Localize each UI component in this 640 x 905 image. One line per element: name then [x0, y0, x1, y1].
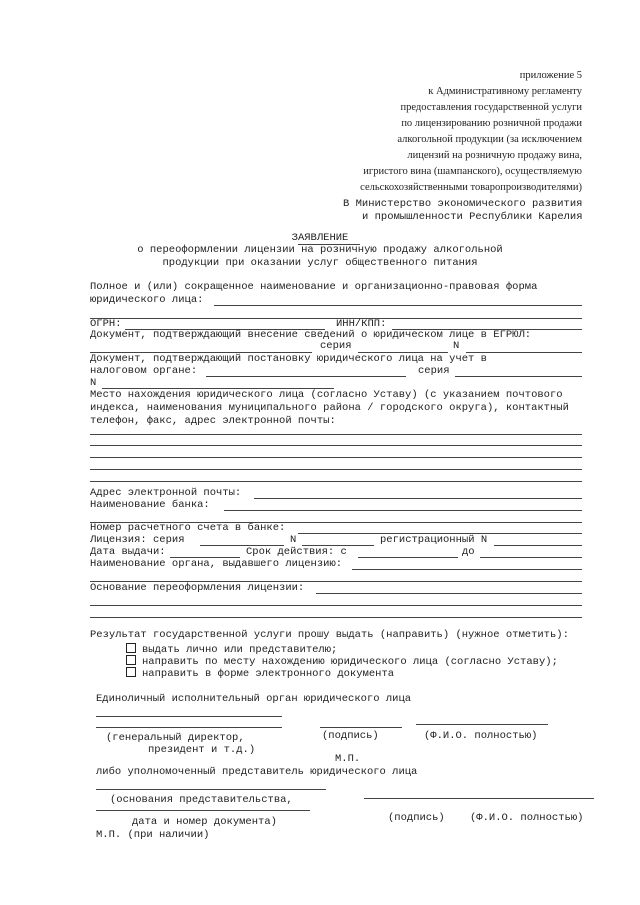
reason-input-line[interactable]	[90, 605, 582, 606]
rep-signature-caption: (подпись)	[388, 812, 445, 824]
document-heading: ЗАЯВЛЕНИЕ	[291, 232, 349, 244]
issuer-input-line[interactable]	[352, 569, 582, 570]
stamp-label: М.П.	[335, 753, 361, 765]
addressee-line-1: В Министерство экономического развития	[343, 198, 583, 210]
email-label: Адрес электронной почты:	[90, 487, 242, 499]
director-caption-2: президент и т.д.)	[148, 744, 256, 756]
appendix-line: алкогольной продукции (за исключением	[397, 134, 582, 145]
appendix-line: сельскохозяйственными товаропроизводителями)	[360, 182, 582, 193]
stamp-optional-label: М.П. (при наличии)	[96, 829, 210, 841]
basis-caption-1: (основания представительства,	[110, 794, 293, 806]
location-input-line[interactable]	[90, 434, 582, 435]
location-input-line[interactable]	[90, 445, 582, 446]
reason-label: Основание переоформления лицензии:	[90, 582, 305, 594]
tax-doc-input-line[interactable]	[206, 376, 406, 377]
option-electronic[interactable]	[126, 667, 394, 681]
signature-caption: (подпись)	[322, 730, 379, 742]
rep-fio-caption: (Ф.И.О. полностью)	[470, 812, 584, 824]
addressee-line-2: и промышленности Республики Карелия	[362, 211, 583, 223]
issue-date-label: Дата выдачи:	[90, 546, 166, 558]
representative-label: либо уполномоченный представитель юридического лица	[96, 766, 418, 778]
bank-input-line[interactable]	[224, 510, 582, 511]
checkbox[interactable]	[126, 667, 136, 677]
document-title-line-2: продукции при оказании услуг общественного питания	[162, 257, 478, 269]
location-input-line[interactable]	[90, 481, 582, 482]
signature-input-line[interactable]	[320, 727, 402, 728]
document-title-line-1: о переоформлении лицензии на розничную продажу алкогольной	[137, 244, 503, 256]
option-label: выдать лично или представителю;	[142, 644, 338, 656]
basis-input-line[interactable]	[96, 789, 326, 790]
license-number-label: N	[290, 534, 297, 546]
location-input-line[interactable]	[90, 457, 582, 458]
location-label-3: телефон, факс, адрес электронной почты:	[90, 415, 336, 427]
reason-input-line[interactable]	[90, 617, 582, 618]
account-label: Номер расчетного счета в банке:	[90, 522, 286, 534]
result-label: Результат государственной услуги прошу выдать (направить) (нужное отметить):	[90, 629, 569, 641]
option-label: направить в форме электронного документа	[142, 668, 395, 680]
egrul-doc-label: Документ, подтверждающий внесение сведений о юридическом лице в ЕГРЮЛ:	[90, 329, 532, 341]
location-label-2: индекса, наименования муниципального района / городского округа), контактный	[90, 402, 569, 414]
location-input-line[interactable]	[90, 469, 582, 470]
appendix-line: по лицензированию розничной продажи	[401, 118, 582, 129]
name-label-1: Полное и (или) сокращенное наименование и организационно-правовая форма	[90, 281, 538, 293]
appendix-line: лицензий на розничную продажу вина,	[407, 150, 582, 161]
checkbox[interactable]	[126, 643, 136, 653]
inn-kpp-label: ИНН/КПП:	[336, 318, 387, 330]
position-input-line[interactable]	[96, 716, 282, 717]
validity-until-input-line[interactable]	[480, 557, 582, 558]
appendix-line: приложение 5	[519, 70, 582, 81]
ogrn-label: ОГРН:	[90, 318, 122, 330]
tax-number-label: N	[90, 377, 97, 389]
rep-signature-input-line[interactable]	[364, 798, 594, 799]
egrul-number-label: N	[453, 340, 460, 352]
position-input-line-2[interactable]	[96, 727, 282, 728]
tax-series-label: серия	[418, 365, 450, 377]
tax-doc-label-2: налоговом органе:	[90, 365, 198, 377]
tax-series-input-line[interactable]	[455, 376, 582, 377]
appendix-line: игристого вина (шампанского), осуществляемую	[363, 166, 582, 177]
fio-input-line[interactable]	[416, 724, 548, 725]
name-label-2: юридического лица:	[90, 294, 204, 306]
location-label-1: Место нахождения юридического лица (согласно Уставу) (с указанием почтового	[90, 389, 563, 401]
tax-doc-label-1: Документ, подтверждающий постановку юридического лица на учет в	[90, 353, 487, 365]
fio-caption: (Ф.И.О. полностью)	[424, 730, 538, 742]
appendix-line: предоставления государственной услуги	[400, 102, 582, 113]
option-label: направить по месту нахождению юридического лица (согласно Уставу);	[142, 656, 558, 668]
basis-input-line-2[interactable]	[96, 810, 310, 811]
email-input-line[interactable]	[254, 498, 582, 499]
director-caption-1: (генеральный директор,	[106, 732, 245, 744]
name-input-line[interactable]	[214, 305, 582, 306]
reg-number-label: регистрационный N	[380, 534, 488, 546]
sole-body-label: Единоличный исполнительный орган юридического лица	[96, 693, 412, 705]
reg-number-input-line[interactable]	[494, 545, 582, 546]
validity-from-input-line[interactable]	[358, 557, 458, 558]
validity-label: Срок действия: с	[246, 546, 347, 558]
checkbox[interactable]	[126, 655, 136, 665]
basis-caption-2: дата и номер документа)	[132, 816, 277, 828]
reason-input-line[interactable]	[316, 593, 582, 594]
license-series-label: Лицензия: серия	[90, 534, 185, 546]
issuer-label: Наименование органа, выдавшего лицензию:	[90, 558, 343, 570]
egrul-series-label: серия	[320, 340, 352, 352]
bank-label: Наименование банка:	[90, 499, 210, 511]
validity-until-label: до	[462, 546, 475, 558]
appendix-header	[360, 68, 582, 196]
appendix-line: к Административному регламенту	[428, 86, 582, 97]
